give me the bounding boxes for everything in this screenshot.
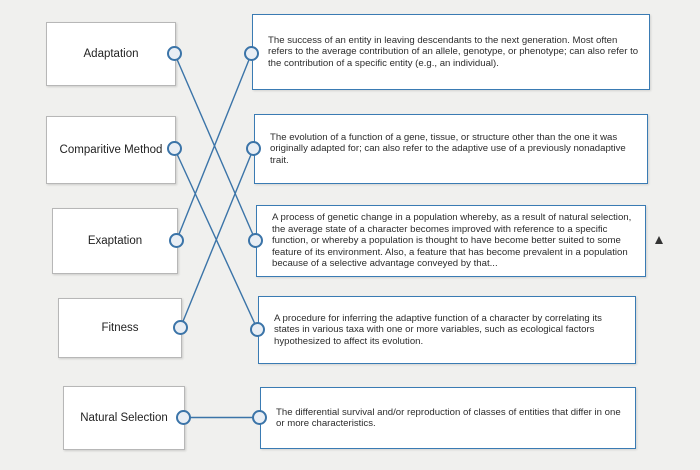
definition-4[interactable]	[258, 296, 636, 364]
definition-connector-knob[interactable]	[252, 410, 267, 425]
definition-2[interactable]	[254, 114, 648, 184]
term-label: Adaptation	[83, 48, 139, 60]
match-line	[175, 54, 256, 241]
definition-connector-knob[interactable]	[246, 141, 261, 156]
definition-connector-knob[interactable]	[250, 322, 265, 337]
term-connector-knob[interactable]	[169, 233, 184, 248]
term-label: Comparitive Method	[59, 144, 163, 156]
term-connector-knob[interactable]	[167, 141, 182, 156]
match-line	[177, 54, 252, 241]
term-comparative-method[interactable]	[46, 116, 176, 184]
definition-3[interactable]	[256, 205, 646, 277]
term-exaptation[interactable]	[52, 208, 178, 274]
definition-text: A procedure for inferring the adaptive function of a character by correlating its states in various taxa with one or more variables, such as ecological factors hypothesized to affect its evolution.	[274, 312, 602, 347]
definition-5[interactable]	[260, 387, 636, 449]
term-label: Natural Selection	[80, 412, 168, 424]
term-label: Exaptation	[87, 235, 143, 247]
definition-1[interactable]	[252, 14, 650, 90]
match-line	[181, 149, 254, 328]
mouse-cursor-icon	[655, 236, 663, 244]
definition-text: The differential survival and/or reproduction of classes of entities that differ in one or more characteristics.	[276, 406, 621, 429]
term-connector-knob[interactable]	[176, 410, 191, 425]
definition-connector-knob[interactable]	[244, 46, 259, 61]
term-connector-knob[interactable]	[173, 320, 188, 335]
term-fitness[interactable]	[58, 298, 182, 358]
definition-text: The success of an entity in leaving descendants to the next generation. Most often refers to the average contribution of an allele, genotype, or phenotype; can also refer to the contribution of a specific entity (e.g., an individual).	[268, 34, 639, 69]
definition-connector-knob[interactable]	[248, 233, 263, 248]
term-label: Fitness	[101, 322, 139, 334]
match-line	[175, 149, 258, 330]
term-connector-knob[interactable]	[167, 46, 182, 61]
term-adaptation[interactable]	[46, 22, 176, 86]
definition-text: A process of genetic change in a population whereby, as a result of natural selection, the average state of a character becomes improved with reference to a specific function, or whereby a population is thought to have become better suited to some feature of its environment. Also, a feature that has become prevalent in a population because of a selective advantage conveyed by that...	[272, 212, 632, 270]
term-natural-selection[interactable]	[63, 386, 185, 450]
definition-text: The evolution of a function of a gene, tissue, or structure other than the one it was originally adapted for; can also refer to the adaptive use of a previously nonadaptive trait.	[270, 131, 626, 166]
